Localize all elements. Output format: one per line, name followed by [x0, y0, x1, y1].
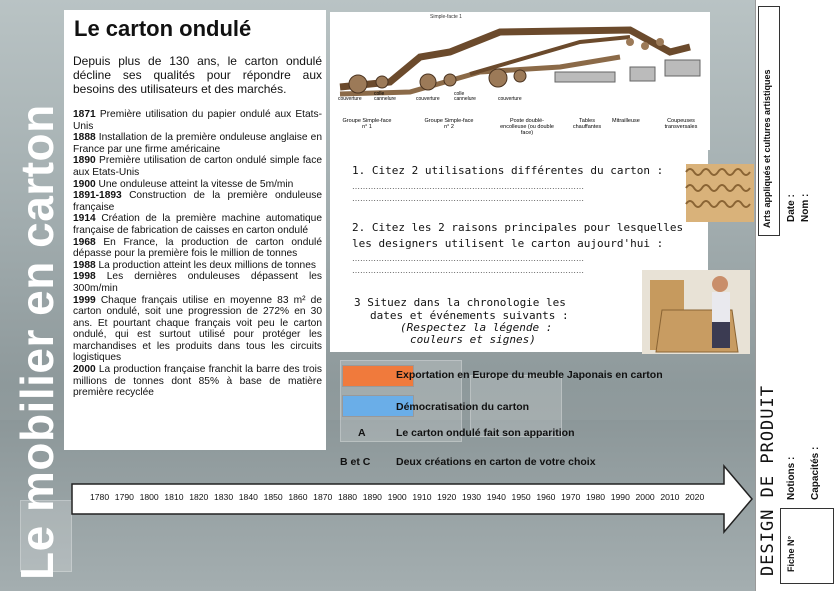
question-3-line2: dates et événements suivants :: [370, 309, 569, 322]
legend-text: Le carton ondulé fait son apparition: [396, 427, 575, 439]
chronology-text: Installation de la première onduleuse anglaise en France par une firme américaine: [73, 132, 322, 155]
station-label: Coupeuses transversales: [664, 118, 698, 130]
chronology-year: 1900: [73, 178, 96, 190]
chronology-text: La production française franchit la barre des trois millions de tonnes dont 85% à base de matière première recyclée: [73, 364, 322, 399]
question-3-note2: couleurs et signes): [410, 333, 536, 346]
legend-text: Deux créations en carton de votre choix: [396, 456, 596, 468]
chronology-year: 1988: [73, 259, 96, 271]
capacites-label: Capacités :: [810, 446, 821, 500]
diagram-small-label: couverture: [338, 96, 362, 102]
timeline-year: 1970: [561, 492, 581, 502]
chronology-text: Création de la première machine automatique française de fabrication de caisses en carton ondulé: [73, 213, 322, 236]
station-label: Groupe Simple-face n° 1: [342, 118, 392, 130]
chronology-year: 1999: [73, 294, 96, 306]
date-label: Date :: [786, 194, 797, 222]
chronology-entry: [73, 271, 322, 294]
vertical-title: Le mobilier en carton: [11, 104, 63, 580]
station-label: Poste doublé-encolleuse (ou double face): [500, 118, 554, 136]
chronology-entry: [73, 109, 322, 132]
timeline-year: 1920: [437, 492, 457, 502]
chronology-year: 2000: [73, 364, 96, 376]
question-2: 2. Citez les 2 raisons principales pour lesquelles les designers utilisent le carton aujourd'hui :: [352, 221, 684, 250]
chronology-entry: [73, 213, 322, 236]
timeline-year: 1910: [412, 492, 432, 502]
chronology-text: La production atteint les deux millions de tonnes: [98, 259, 316, 271]
history-panel: [64, 10, 326, 450]
timeline-year: 1940: [486, 492, 506, 502]
chronology-year: 1888: [73, 132, 96, 144]
legend-text: Exportation en Europe du meuble Japonais en carton: [396, 369, 663, 381]
timeline-year: 1780: [90, 492, 110, 502]
timeline-year: 1980: [585, 492, 606, 502]
timeline-years: [90, 492, 710, 502]
intro-text: Depuis plus de 130 ans, le carton ondulé décline ses qualités pour répondre aux besoins des utilisateurs et des marchés.: [73, 54, 322, 96]
chronology-text: Première utilisation du papier ondulé aux Etats-Unis: [73, 109, 322, 132]
panel-title: Le carton ondulé: [74, 16, 252, 41]
answer-line[interactable]: ……………………………………………………………………………: [352, 266, 584, 275]
timeline-year: 1930: [461, 492, 482, 502]
legend-marker: A: [358, 427, 366, 439]
timeline-year: 1950: [511, 492, 531, 502]
chronology-list: [73, 109, 322, 399]
legend-text: Démocratisation du carton: [396, 401, 530, 413]
corrugator-diagram: [330, 12, 710, 150]
timeline-year: 1880: [337, 492, 358, 502]
diagram-top-label: Simple-facte 1: [430, 14, 462, 20]
timeline-year: 1800: [139, 492, 159, 502]
timeline-year: 1860: [288, 492, 308, 502]
diagram-small-label: couverture: [498, 96, 522, 102]
timeline-year: 2010: [660, 492, 680, 502]
timeline-year: 1790: [114, 492, 134, 502]
chronology-entry: [73, 155, 322, 178]
timeline-year: 1900: [387, 492, 407, 502]
chronology-entry: [73, 237, 322, 260]
chronology-year: 1871: [73, 109, 96, 120]
station-label: Tables chauffantes: [572, 118, 602, 130]
timeline-year: 1990: [610, 492, 630, 502]
chronology-text: Première utilisation de carton ondulé simple face aux Etats-Unis: [73, 155, 322, 178]
chronology-entry: [73, 295, 322, 365]
right-sidebar: [755, 0, 835, 591]
timeline-year: 1810: [164, 492, 184, 502]
timeline-year: 1840: [238, 492, 258, 502]
timeline-year: 1830: [213, 492, 234, 502]
design-title: DESIGN DE PRODUIT: [758, 385, 778, 576]
chronology-year: 1891-1893: [73, 190, 122, 202]
diagram-small-label: colle cannelure: [374, 91, 396, 102]
timeline-year: 1850: [263, 492, 283, 502]
chronology-text: Construction de la première onduleuse française: [73, 190, 322, 213]
fiche-label: Fiche N°: [786, 535, 796, 572]
chronology-entry: [73, 364, 322, 399]
corrugated-cardboard-image: [684, 158, 756, 230]
notions-label: Notions :: [786, 456, 797, 500]
answer-line[interactable]: ……………………………………………………………………………: [352, 254, 584, 263]
chronology-year: 1998: [73, 271, 96, 283]
timeline-year: 2020: [685, 492, 705, 502]
chronology-text: Les dernières onduleuses dépassent les 300m/min: [73, 271, 322, 294]
chronology-year: 1968: [73, 236, 96, 248]
person-with-box-image: [642, 270, 750, 354]
question-1: 1. Citez 2 utilisations différentes du carton :: [352, 164, 664, 177]
chronology-text: Chaque français utilise en moyenne 83 m² de carton ondulé, soit une progression de 272% en 30 ans. Et pourtant chaque français voit peu le carton ondulé, qui est surtout utilisé pour protéger les marchandises et les produits dans tous les circuits logistiques: [73, 294, 323, 364]
legend-marker: B et C: [340, 456, 371, 468]
station-label: Mitrailleuse: [612, 118, 640, 124]
chronology-entry: [73, 190, 322, 213]
subject-label: Arts appliqués et cultures artistiques: [762, 69, 772, 228]
answer-line[interactable]: ……………………………………………………………………………: [352, 194, 584, 203]
timeline-year: 1960: [536, 492, 556, 502]
name-label: Nom :: [800, 193, 811, 222]
chronology-year: 1914: [73, 213, 96, 225]
station-label: Groupe Simple-face n° 2: [424, 118, 474, 130]
chronology-text: En France, la production de carton ondulé dépasse pour la première fois le million de tonnes: [73, 236, 322, 260]
timeline-year: 1890: [362, 492, 382, 502]
chronology-entry: [73, 132, 322, 155]
question-3-line1: 3 Situez dans la chronologie les: [354, 296, 566, 309]
diagram-small-label: colle cannelure: [454, 91, 476, 102]
answer-line[interactable]: ……………………………………………………………………………: [352, 182, 584, 191]
chronology-year: 1890: [73, 155, 96, 167]
question-3-note1: (Respectez la légende :: [400, 321, 553, 334]
timeline-year: 2000: [635, 492, 655, 502]
diagram-small-label: couverture: [416, 96, 440, 102]
timeline-year: 1870: [313, 492, 333, 502]
chronology-entry: [73, 179, 322, 191]
chronology-entry: [73, 260, 322, 272]
chronology-text: Une onduleuse atteint la vitesse de 5m/min: [98, 178, 294, 190]
timeline-year: 1820: [189, 492, 209, 502]
